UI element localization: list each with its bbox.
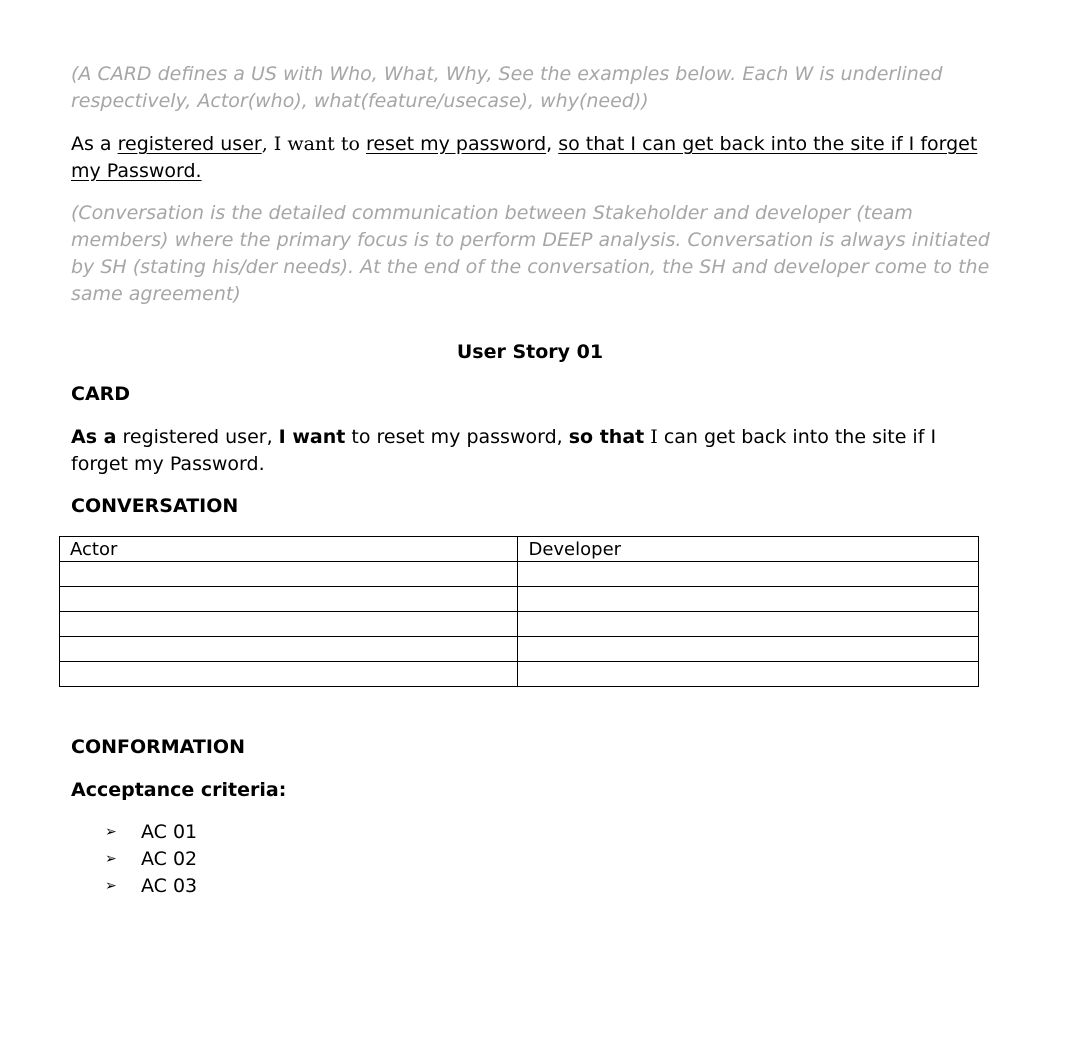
example-user-story	[71, 131, 1001, 185]
card-why-pronoun: I	[644, 426, 658, 448]
table-cell[interactable]	[60, 562, 518, 587]
table-cell[interactable]	[518, 587, 979, 612]
table-cell[interactable]	[60, 587, 518, 612]
table-cell[interactable]	[518, 562, 979, 587]
conversation-instruction-note: (Conversation is the detailed communication between Stakeholder and developer (team members) where the primary focus is to perform DEEP analysis. Conversation is always initiated by SH (stating his/der needs). At the end of the conversation, the SH and developer come to the same agreement)	[71, 202, 990, 305]
criterion-label: AC 01	[141, 821, 198, 843]
card-so-that: so that	[568, 426, 645, 448]
table-row	[60, 562, 979, 587]
card-i-want: I want	[278, 426, 346, 448]
user-story-title: User Story 01	[456, 341, 604, 363]
example-who: registered user	[117, 133, 262, 155]
example-why: so that I can get back into the site if I forget my Password.	[71, 133, 978, 182]
card-who: registered user,	[116, 426, 279, 448]
acceptance-criteria-heading: Acceptance criteria:	[71, 779, 287, 801]
example-separator: ,	[546, 133, 559, 155]
table-cell[interactable]	[518, 612, 979, 637]
example-as-a: As a	[71, 133, 118, 155]
criterion-label: AC 03	[141, 875, 198, 897]
table-cell[interactable]	[60, 662, 518, 687]
card-what: to reset my password,	[345, 426, 569, 448]
conformation-heading: CONFORMATION	[71, 736, 245, 758]
table-cell[interactable]	[60, 637, 518, 662]
acceptance-criteria-list	[105, 819, 197, 900]
table-row	[60, 612, 979, 637]
table-row	[60, 662, 979, 687]
card-why: can get back into the site if I forget my Password.	[71, 426, 937, 475]
card-text	[71, 424, 981, 478]
table-cell[interactable]	[60, 612, 518, 637]
list-item	[105, 819, 197, 846]
actor-column-header: Actor	[60, 537, 518, 562]
card-heading: CARD	[71, 383, 131, 405]
table-cell[interactable]	[518, 637, 979, 662]
arrow-bullet-icon: ➢	[105, 851, 117, 867]
list-item	[105, 846, 197, 873]
criterion-label: AC 02	[141, 848, 198, 870]
card-as-a: As a	[71, 426, 117, 448]
arrow-bullet-icon: ➢	[105, 878, 117, 894]
conversation-heading: CONVERSATION	[71, 495, 239, 517]
card-instruction-note: (A CARD defines a US with Who, What, Why, See the examples below. Each W is underlined respectively, Actor(who), what(feature/usecase), why(need))	[71, 63, 943, 112]
example-what: reset my password	[365, 133, 547, 155]
developer-column-header: Developer	[518, 537, 979, 562]
table-row	[60, 637, 979, 662]
example-i-want: , I want to	[261, 133, 366, 155]
list-item	[105, 873, 197, 900]
table-row	[60, 587, 979, 612]
conversation-table	[59, 536, 979, 687]
arrow-bullet-icon: ➢	[105, 824, 117, 840]
table-cell[interactable]	[518, 662, 979, 687]
table-header-row	[60, 537, 979, 562]
